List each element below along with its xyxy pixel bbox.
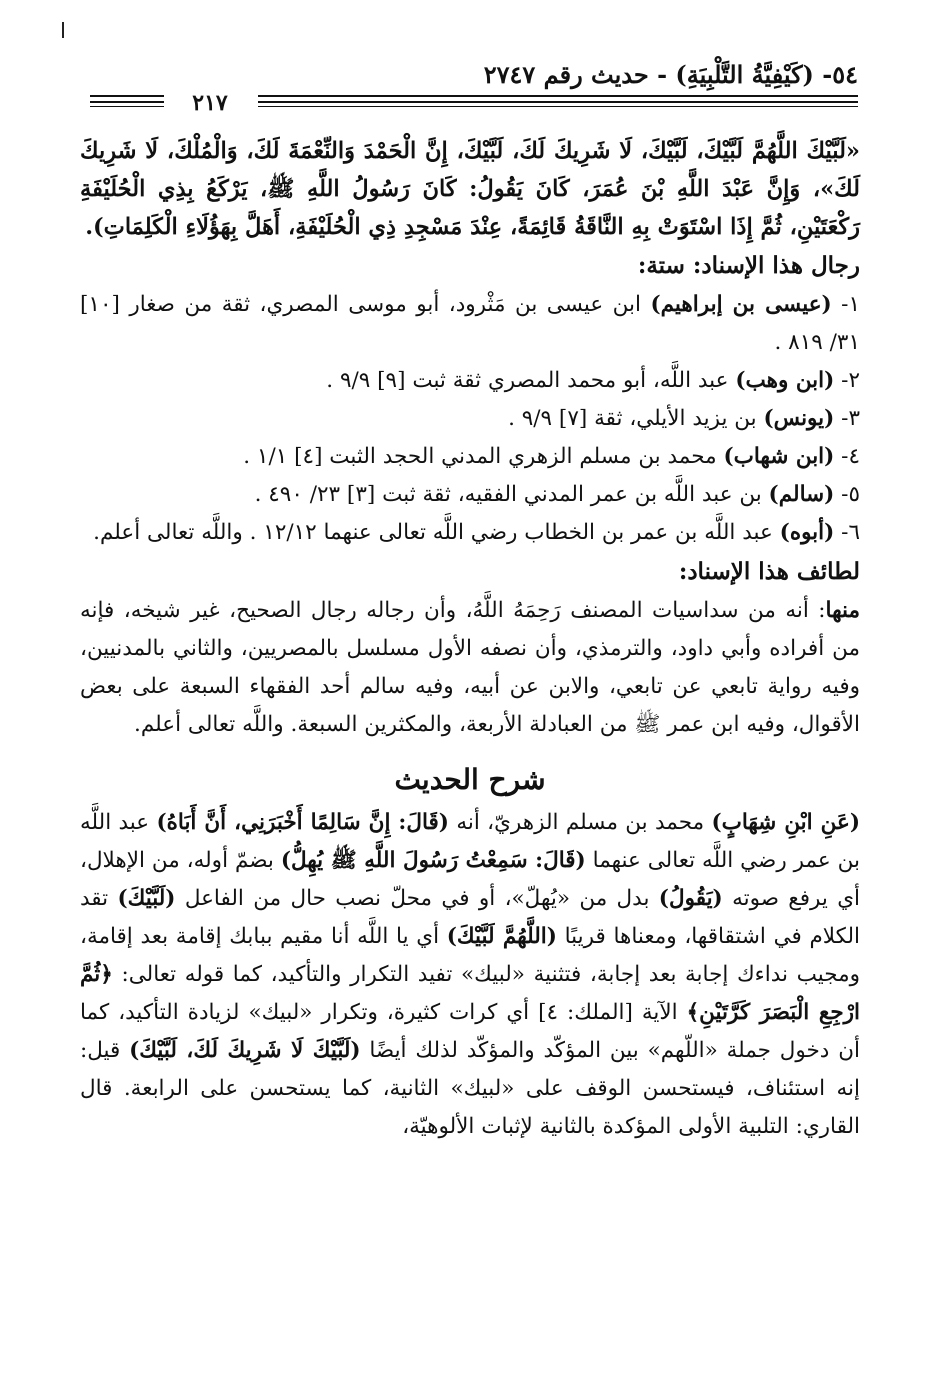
matn-quote: (قَالَ: إِنَّ سَالِمًا أَخْبَرَنِي، أَنَّ أَبَاهُ) <box>156 810 449 835</box>
page-number: ٢١٧ <box>170 90 250 116</box>
commentary-text: محمد بن مسلم الزهريّ، أنه <box>448 810 712 835</box>
narrator-item: ٥- (سالم) بن عبد اللَّه بن عمر المدني الفقيه، ثقة ثبت [٣] ٢٣/ ٤٩٠ . <box>254 482 860 507</box>
running-title: ٥٤- (كَيْفِيَّةُ التَّلْبِيَةِ) - حديث رقم ٢٧٤٧ <box>483 60 858 89</box>
matn-quote: (لَبَّيْكَ لَا شَرِيكَ لَكَ، لَبَّيْكَ) <box>129 1038 361 1063</box>
narrator-item: ١- (عيسى بن إبراهيم) ابن عيسى بن مَثْرود، أبو موسى المصري، ثقة من صغار [١٠] ٣١/ ٨١٩ . <box>80 292 861 355</box>
commentary-text: عبد اللَّه بن عمر رضي اللَّه تعالى عنهما <box>80 810 860 873</box>
narrator-item: ٢- (ابن وهب) عبد اللَّه، أبو محمد المصري ثقة ثبت [٩] ٩/٩ . <box>326 368 860 393</box>
isnad-heading: رجال هذا الإسناد: ستة: <box>637 252 860 279</box>
matn-quote: (عَنِ ابْنِ شِهَابٍ) <box>711 810 860 835</box>
commentary-text: تقد الكلام في اشتقاقها، ومعناها قريبًا <box>80 886 860 949</box>
matn-quote: (يَقُولُ) <box>658 886 723 911</box>
page-body <box>80 132 860 1146</box>
narrator-item: ٦- (أبوه) عبد اللَّه بن عمر بن الخطاب رضي اللَّه تعالى عنهما ١٢/١٢ . واللَّه تعالى أعلم. <box>93 520 860 545</box>
narrator-item: ٤- (ابن شهاب) محمد بن مسلم الزهري المدني الحجد الثبت [٤] ١/١ . <box>243 444 860 469</box>
header-rule-right <box>258 95 858 107</box>
hadith-text: «لَبَّيْكَ اللَّهُمَّ لَبَّيْكَ، لَبَّيْكَ، لَا شَرِيكَ لَكَ، لَبَّيْكَ، إِنَّ الْحَمْدَ وَالنِّعْمَةَ لَكَ، وَالْمُلْكَ، لَا شَرِيكَ لَكَ»، وَإِنَّ عَبْدَ اللَّهِ بْنَ عُمَرَ، كَانَ يَقُولُ: كَانَ رَسُولُ اللَّهِ ﷺ، يَرْكَعُ بِذِي الْحُلَيْفَةِ رَكْعَتَيْنِ، ثُمَّ إِذَا اسْتَوَتْ بِهِ النَّاقَةُ قَائِمَةً، عِنْدَ مَسْجِدِ ذِي الْحُلَيْفَةِ، أَهَلَّ بِهَؤُلَاءِ الْكَلِمَاتِ). <box>80 138 860 240</box>
commentary-text: الآية [الملك: ٤] أي كرات كثيرة، وتكرار «لبيك» لزيادة التأكيد، كما أن دخول جملة «اللّهم» بين المؤكّد والمؤكّد لذلك أيضًا <box>80 1000 860 1063</box>
margin-mark <box>62 22 64 38</box>
lataif-heading: لطائف هذا الإسناد: <box>678 558 860 585</box>
commentary-text: بدل من «يُهلّ»، أو في محلّ نصب حال من الفاعل <box>175 886 659 911</box>
narrator-item: ٣- (يونس) بن يزيد الأيلي، ثقة [٧] ٩/٩ . <box>508 406 860 431</box>
matn-quote: (قَالَ: سَمِعْتُ رَسُولَ اللَّهِ ﷺ يُهِلُّ) <box>280 848 586 873</box>
page-header <box>90 60 858 116</box>
lataif-paragraph: منها: أنه من سداسيات المصنف رَحِمَهُ اللَّهُ، وأن رجاله رجال الصحيح، غير شيخه، فإنه من أفراده وأبي داود، والترمذي، وأن نصفه الأول مسلسل بالمصريين، والثاني بالمدنيين، وفيه رواية تابعي عن تابعي، والابن عن أبيه، وفيه سالم أحد الفقهاء السبعة على بعض الأقوال، وفيه ابن عمر ﷺ من العبادلة الأربعة، والمكثرين السبعة. واللَّه تعالى أعلم. <box>80 598 860 737</box>
matn-quote: ﴿ثُمَّ ارْجِعِ الْبَصَرَ كَرَّتَيْنِ﴾ <box>80 962 860 1025</box>
commentary-text: بضمّ أوله، من الإهلال، أي يرفع صوته <box>80 848 860 911</box>
commentary-text: أي يا اللَّه أنا مقيم ببابك إقامة بعد إقامة، ومجيب نداءك إجابة بعد إجابة، فتثنية «لبيك» تفيد التكرار والتأكيد، كما قوله تعالى: <box>80 924 860 987</box>
matn-quote: (لَبَّيْكَ) <box>117 886 176 911</box>
narrator-list <box>80 286 860 552</box>
commentary-text: قيل: إنه استئناف، فيستحسن الوقف على «لبيك» الثانية، كما يستحسن على الرابعة. قال القاري: التلبية الأولى المؤكدة بالثانية لإثبات الألوهيّة، <box>80 1038 860 1139</box>
header-rule-left <box>90 95 164 107</box>
lataif-lead: منها <box>825 598 860 623</box>
section-title: شرح الحديث <box>394 763 546 796</box>
sharh-paragraph <box>80 804 860 1146</box>
matn-quote: (اللَّهُمَّ لَبَّيْكَ) <box>446 924 557 949</box>
